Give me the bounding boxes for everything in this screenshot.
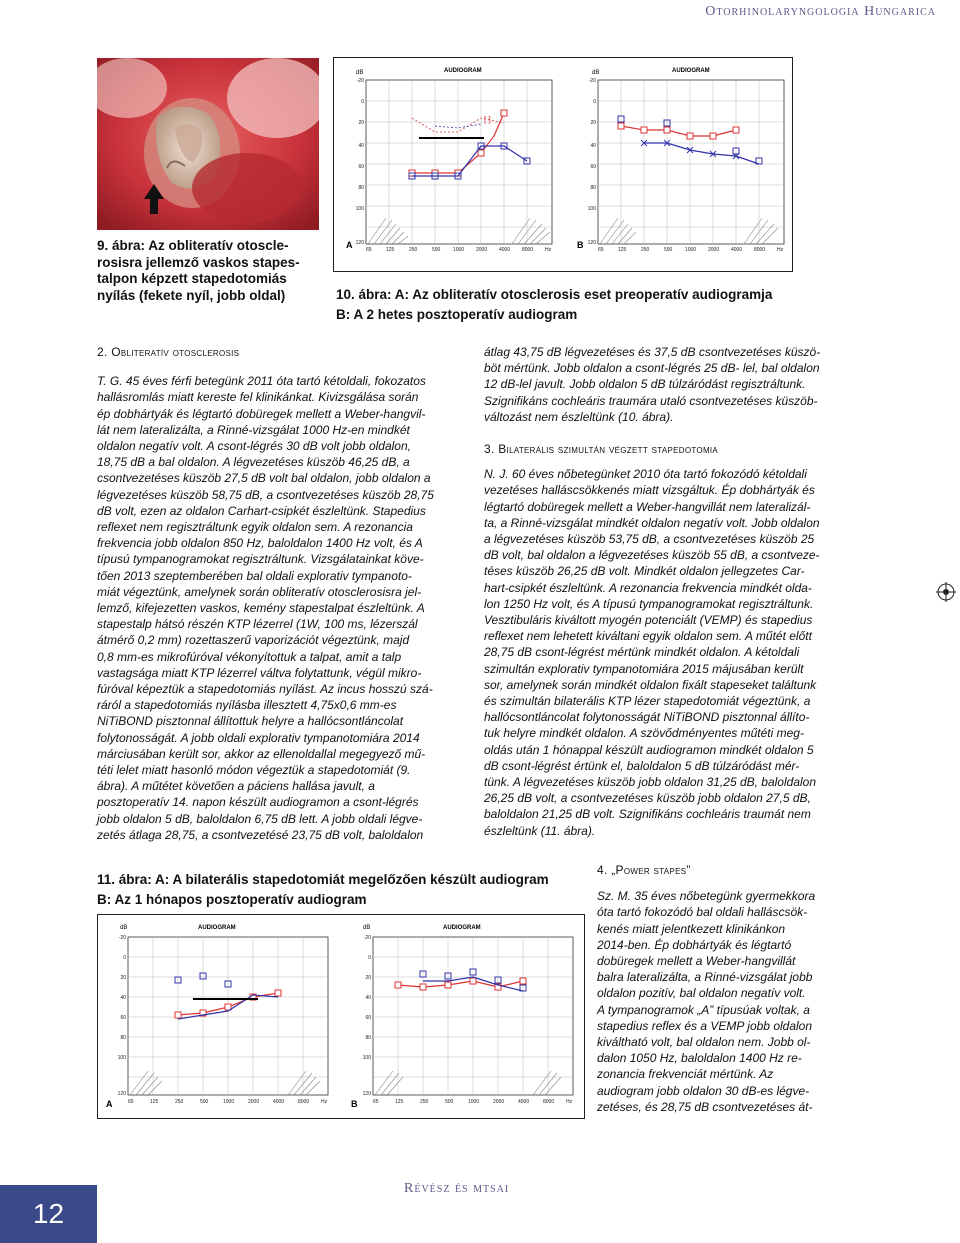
svg-text:120: 120 — [362, 1091, 371, 1097]
svg-text:-20: -20 — [363, 935, 371, 941]
svg-text:4000: 4000 — [731, 247, 743, 253]
audiogram-title: AUDIOGRAM — [444, 68, 482, 74]
section2-left-column: 2. Obliteratív otosclerosis T. G. 45 éves férfi betegünk 2011 óta tartó kétoldali, fokozatos hallásromlás miatt kereste fel klinikánkat. Kivizsgálása során ép dobhártyák és légtartó dobüregek mellett a Weber-hangvil- lát nem lateralizálta, a Rinné-vizsgálat 1000 Hz-en mindkét oldalon negatív volt. A csont-légrés 30 dB volt jobb oldalon, 18,75 dB a bal oldalon. A légvezetéses küszöb 46,25 dB, a csontvezetéses küszöb 27,5 dB volt bal oldalon, jobb oldalon a légvezetéses küszöb 58,75 dB, a csontvezetéses küszöb 28,75 dB volt, ezen az oldalon Carhart-csipkét észleltünk. Stapedius reflexet nem regisztráltunk egyik oldalon sem. A rezonancia frekvencia jobb oldalon 850 Hz, baloldalon 1400 Hz volt, és A típusú tympanogramokat regisztráltunk. Vizsgálatainkat köve- tően 2013 szeptemberében bal oldali explorativ tympanoto- miát végeztünk, amelynek során obliteratív otosclerosisra jel- lemző, kifejezetten vaskos, kemény stapestalpat észleltünk. A stapestalp hátsó részén KTP lézerrel (1W, 100 ms, lézerszál átmérő 0,2 mm) rozettaszerű vaporizációt végeztünk, majd 0,8 mm-es mikrofúróval vékonyítottuk a talpat, amit a talp vastagsága miatt KTP lézerrel váltva folytattunk, végül mikro- fúróval képeztük a stapedotomiás nyílást. Az incus hosszú szá- ráról a stapedotomiás nyílásba illesztett 4,75x0,6 mm-es NiTiBOND pisztonnal állítottuk helyre a hallócsontláncolat folytonosságát. A jobb oldali explorativ tympanotomiára 2014 márciusában került sor, akkor az ellenoldallal megegyező mű- téti lelet miatt hasonló módon végeztük a stapedotomiát (9. ábra). A műtétet követően a páciens hallása javult, a posztoperatív 14. napon készült audiogramon a csont-légrés jobb oldalon 5 dB, baloldalon 6,75 dB lett. A jobb oldali légve- zetés átlaga 28,75, a csontvezetésé 23,75 dB volt, baloldalon — [97, 345, 434, 842]
svg-text:60: 60 — [590, 164, 596, 170]
svg-text:60: 60 — [365, 1015, 371, 1021]
svg-text:Hz: Hz — [777, 247, 784, 253]
svg-text:1000: 1000 — [685, 247, 697, 253]
panel-b-label: B — [577, 240, 584, 250]
svg-text:125: 125 — [395, 1099, 404, 1105]
svg-text:80: 80 — [590, 185, 596, 191]
figure10-caption: 10. ábra: A: Az obliteratív otosclerosis eset preoperatív audiogramja B: A 2 hetes posztoperatív audiogram — [336, 287, 773, 322]
panel-a-label: A — [106, 1099, 113, 1109]
svg-text:80: 80 — [365, 1035, 371, 1041]
journal-title: Otorhinolaryngologia Hungarica — [705, 4, 936, 19]
svg-text:500: 500 — [445, 1099, 454, 1105]
section3-heading: 3. Bilaterális szimultán végzett stapedotomia — [484, 442, 719, 456]
section3-column: 3. Bilaterális szimultán végzett stapedotomia N. J. 60 éves nőbetegünket 2010 óta tartó fokozódó kétoldali vezetéses halláscsökkenés miatt vizsgáltuk. Ép dobhártyák és légtartó dobüregek mellett a Weber-hangvillát nem lateralizál- ta, a Rinné-vizsgálat mindkét oldalon negatív volt. Jobb oldalon a légvezetéses küszöb 53,75 dB, a csontvezetéses küszöb 25 dB volt, bal oldalon a légvezetéses küszöb 55 dB, a csontveze- téses küszöb 26,25 dB volt. Mindkét oldalon jellegzetes Car- hart-csipkét észleltünk. A rezonancia frekvencia mindkét olda- lon 1250 Hz volt, és A típusú tympanogramokat regisztráltunk. Vesztibuláris kiváltott myogén potenciált (VEMP) és stapedius reflexet nem lehetett kiváltani egyik oldalon sem. A műtét előtt 28,75 dB csont-légrést mértünk mindkét oldalon. A kétoldali szimultán explorativ tympanotomiára 2015 májusában került sor, amelynek során mindkét oldalon fixált stapeseket találtunk és szimultán bilaterális KTP lézer stapedotomiát végeztünk, a hallócsontláncolat folytonosságát NiTiBOND pisztonnal állíto- tuk helyre mindkét oldalon. A szövődményentes műtéti meg- oldás után 1 hónappal készült audiogramon mindkét oldalon 5 dB csont-légrést értünk el, baloldalon 5 dB túlzáródást mér- tünk. A légvezetéses küszöb jobb oldalon 31,25 dB, baloldalon 26,25 dB volt, a csontvezetéses küszöb jobb oldalon 27,5 dB, baloldalon 21,25 dB volt. Szignifikáns cochleáris traumát nem észleltünk (11. ábra). — [484, 442, 820, 838]
section2-heading: 2. Obliteratív otosclerosis — [97, 345, 240, 359]
svg-text:500: 500 — [432, 247, 441, 253]
section4-heading: 4. „Power stapes” — [597, 863, 691, 877]
svg-text:60: 60 — [120, 1015, 126, 1021]
svg-text:Hz: Hz — [566, 1099, 573, 1105]
svg-text:4000: 4000 — [273, 1099, 285, 1105]
svg-text:0: 0 — [593, 99, 596, 105]
svg-text:Hz: Hz — [321, 1099, 328, 1105]
audiogram-panel-a — [346, 68, 552, 253]
running-authors: Révész és mtsai — [404, 1181, 510, 1196]
section4-column: 4. „Power stapes” Sz. M. 35 éves nőbetegünk gyermekkora óta tartó fokozódó bal oldali halláscsök- kenés miatt jelentkezett klinikánkon 2014-ben. Ép dobhártyák és légtartó dobüregek mellett a Weber-hangvillát balra lateralizálta, a Rinné-vizsgálat jobb oldalon pozitív, bal oldalon negatív volt. A tympanogramok „A” típusúak voltak, a stapedius reflex és a VEMP jobb oldalon kiváltható volt, bal oldalon nem. Jobb ol- dalon 1050 Hz, baloldalon 1400 Hz re- zonancia frekvenciát mértünk. Az audiogram jobb oldalon 30 dB-es légve- zetéses, és 28,75 dB csontvezetéses át- — [597, 863, 816, 1114]
svg-text:250: 250 — [420, 1099, 429, 1105]
svg-text:100: 100 — [355, 206, 364, 212]
svg-text:60: 60 — [358, 164, 364, 170]
svg-text:[ ]: [ ] — [484, 115, 491, 124]
svg-text:40: 40 — [120, 995, 126, 1001]
svg-text:8000: 8000 — [522, 247, 534, 253]
svg-text:120: 120 — [117, 1091, 126, 1097]
svg-text:Hz: Hz — [545, 247, 552, 253]
svg-text:-20: -20 — [118, 935, 126, 941]
svg-text:8000: 8000 — [298, 1099, 310, 1105]
svg-text:20: 20 — [358, 120, 364, 126]
svg-text:100: 100 — [587, 206, 596, 212]
svg-text:80: 80 — [358, 185, 364, 191]
right-column-intro: átlag 43,75 dB légvezetéses és 37,5 dB csontvezetéses küszö- böt mértünk. Jobb oldalon a csont-légrés 25 dB- lel, bal oldalon 12 dB-lel javult. Jobb oldalon 5 dB túlzáródást regisztráltunk. Szignifikáns cochleáris traumára utaló csontvezetéses küszöb- változást nem észleltünk (10. ábra). — [484, 345, 821, 424]
svg-text:120: 120 — [355, 240, 364, 246]
svg-text:20: 20 — [590, 120, 596, 126]
audiogram-panel-b — [577, 68, 784, 253]
surgical-photo — [97, 58, 319, 230]
svg-text:65: 65 — [128, 1099, 134, 1105]
svg-text:0: 0 — [368, 955, 371, 961]
svg-text:dB: dB — [363, 925, 371, 931]
panel-b-label: B — [351, 1099, 358, 1109]
db-label: dB — [356, 70, 364, 76]
svg-text:125: 125 — [150, 1099, 159, 1105]
svg-text:-20: -20 — [356, 78, 364, 84]
svg-text:dB: dB — [592, 70, 600, 76]
svg-text:8000: 8000 — [754, 247, 766, 253]
svg-text:120: 120 — [587, 240, 596, 246]
svg-text:1000: 1000 — [453, 247, 465, 253]
svg-text:2000: 2000 — [493, 1099, 505, 1105]
svg-text:250: 250 — [175, 1099, 184, 1105]
svg-text:2000: 2000 — [708, 247, 720, 253]
svg-text:1000: 1000 — [223, 1099, 235, 1105]
panel-a-label: A — [346, 240, 353, 250]
svg-text:4000: 4000 — [518, 1099, 530, 1105]
figure11-audiogram — [97, 914, 585, 1119]
svg-text:250: 250 — [641, 247, 650, 253]
audiogram11-panel-b — [351, 925, 573, 1109]
svg-text:100: 100 — [362, 1055, 371, 1061]
registration-mark-icon — [936, 582, 956, 607]
page-number: 12 — [0, 1185, 97, 1243]
svg-text:65: 65 — [598, 247, 604, 253]
figure9-caption: 9. ábra: Az obliteratív otoscle- rosisra jellemző vaskos stapes- talpon képzett stapedotomiás nyílás (fekete nyíl, jobb oldal) — [97, 238, 300, 303]
audiogram11-panel-a — [106, 925, 328, 1109]
svg-text:80: 80 — [120, 1035, 126, 1041]
svg-text:40: 40 — [358, 143, 364, 149]
svg-text:125: 125 — [386, 247, 395, 253]
svg-text:AUDIOGRAM: AUDIOGRAM — [443, 925, 481, 931]
figure11-caption: 11. ábra: A: A bilaterális stapedotomiát megelőzően készült audiogram B: Az 1 hónapos posztoperatív audiogram — [97, 872, 549, 907]
svg-text:1000: 1000 — [468, 1099, 480, 1105]
svg-text:100: 100 — [117, 1055, 126, 1061]
svg-text:2000: 2000 — [476, 247, 488, 253]
svg-text:40: 40 — [590, 143, 596, 149]
svg-text:AUDIOGRAM: AUDIOGRAM — [672, 68, 710, 74]
svg-text:dB: dB — [120, 925, 128, 931]
svg-text:4000: 4000 — [499, 247, 511, 253]
svg-text:65: 65 — [366, 247, 372, 253]
svg-text:65: 65 — [373, 1099, 379, 1105]
svg-text:40: 40 — [365, 995, 371, 1001]
svg-text:2000: 2000 — [248, 1099, 260, 1105]
svg-text:500: 500 — [200, 1099, 209, 1105]
svg-text:125: 125 — [618, 247, 627, 253]
svg-text:8000: 8000 — [543, 1099, 555, 1105]
figure10-audiogram — [333, 57, 793, 272]
svg-text:AUDIOGRAM: AUDIOGRAM — [198, 925, 236, 931]
svg-text:250: 250 — [409, 247, 418, 253]
svg-text:20: 20 — [365, 975, 371, 981]
svg-text:0: 0 — [361, 99, 364, 105]
svg-text:20: 20 — [120, 975, 126, 981]
svg-text:0: 0 — [123, 955, 126, 961]
svg-text:500: 500 — [664, 247, 673, 253]
svg-text:-20: -20 — [588, 78, 596, 84]
